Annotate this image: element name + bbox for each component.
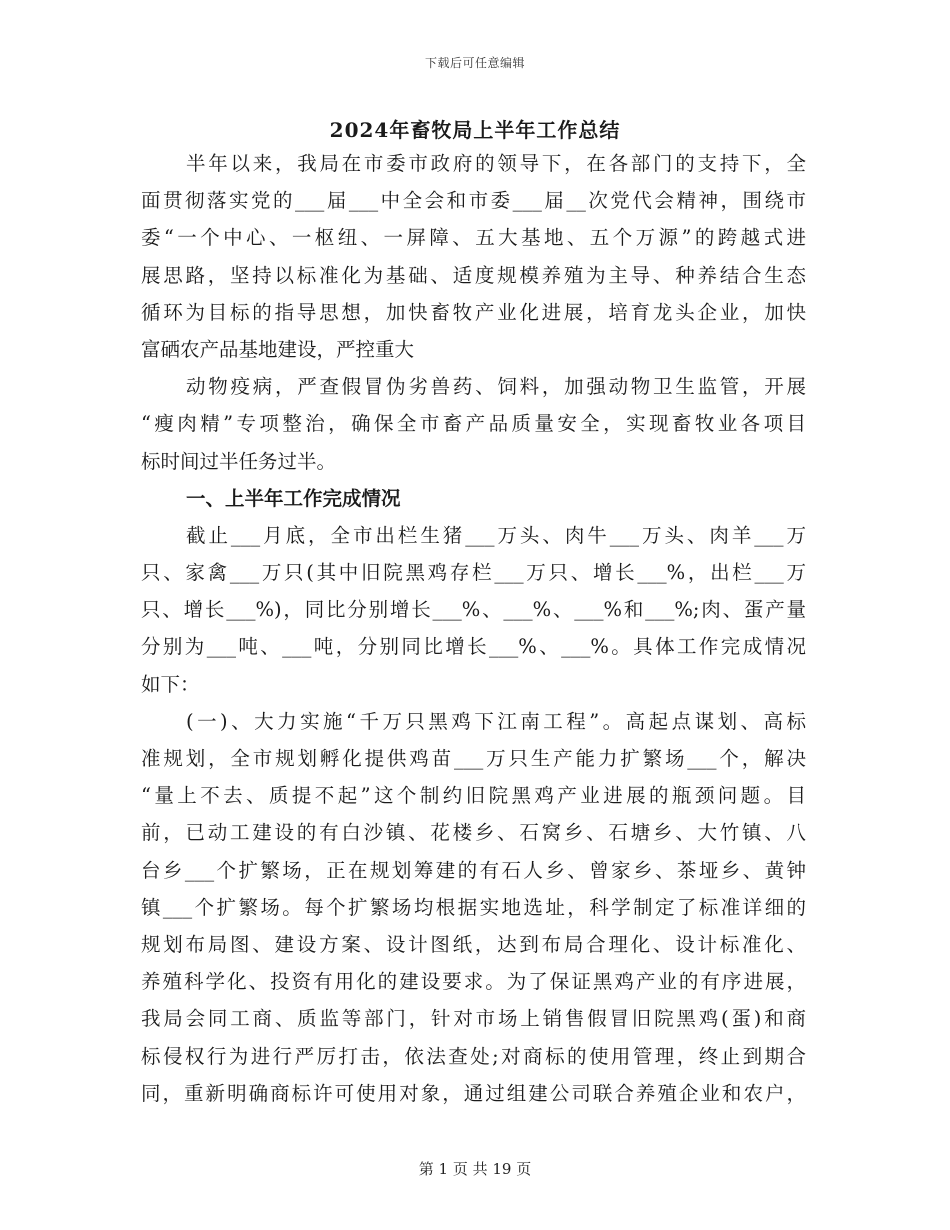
- text-line: 富硒农产品基地建设，严控重大: [141, 337, 415, 361]
- text-line: (一)、大力实施“千万只黑鸡下江南工程”。高起点谋划、高标: [186, 709, 806, 733]
- document-body: [141, 145, 806, 1112]
- text-line: 分别为___吨、___吨，分别同比增长___%、___%。具体工作完成情况: [141, 635, 806, 659]
- text-line: 循环为目标的指导思想，加快畜牧产业化进展，培育龙头企业，加快: [141, 300, 806, 324]
- text-line: 动物疫病，严查假冒伪劣兽药、饲料，加强动物卫生监管，开展: [186, 375, 806, 399]
- text-line: 养殖科学化、投资有用化的建设要求。为了保证黑鸡产业的有序进展，: [141, 970, 806, 994]
- text-line: 标侵权行为进行严厉打击，依法查处;对商标的使用管理，终止到期合: [141, 1044, 806, 1068]
- text-line: 委“一个中心、一枢纽、一屏障、五大基地、五个万源”的跨越式进: [141, 226, 806, 250]
- text-line: 截止___月底，全市出栏生猪___万头、肉牛___万头、肉羊___万: [186, 523, 806, 547]
- text-line: 前，已动工建设的有白沙镇、花楼乡、石窝乡、石塘乡、大竹镇、八: [141, 821, 806, 845]
- page-footer: 第 1 页 共 19 页: [418, 1160, 532, 1178]
- text-line: 只、增长___%)，同比分别增长___%、___%、___%和___%;肉、蛋产量: [141, 598, 806, 622]
- text-line: 规划布局图、建设方案、设计图纸，达到布局合理化、设计标准化、: [141, 932, 806, 956]
- text-line: 镇___个扩繁场。每个扩繁场均根据实地选址，科学制定了标准详细的: [141, 895, 806, 919]
- text-line: 标时间过半任务过半。: [141, 449, 337, 473]
- text-line: “瘦肉精”专项整治，确保全市畜产品质量安全，实现畜牧业各项目: [141, 412, 806, 436]
- document-title: 2024年畜牧局上半年工作总结: [329, 118, 621, 142]
- section-heading: 一、上半年工作完成情况: [186, 486, 401, 510]
- text-line: 同，重新明确商标许可使用对象，通过组建公司联合养殖企业和农户，: [141, 1081, 806, 1105]
- text-line: 展思路，坚持以标准化为基础、适度规模养殖为主导、种养结合生态: [141, 263, 806, 287]
- text-line: 如下：: [141, 672, 200, 696]
- text-line: 半年以来，我局在市委市政府的领导下，在各部门的支持下，全: [186, 152, 806, 175]
- page-header-note: 下载后可任意编辑: [424, 56, 525, 70]
- text-line: 面贯彻落实党的___届___中全会和市委___届__次党代会精神，围绕市: [141, 189, 806, 213]
- text-line: 准规划，全市规划孵化提供鸡苗___万只生产能力扩繁场___个，解决: [141, 747, 806, 770]
- text-line: 我局会同工商、质监等部门，针对市场上销售假冒旧院黑鸡(蛋)和商: [141, 1007, 806, 1031]
- text-line: 台乡___个扩繁场，正在规划筹建的有石人乡、曾家乡、茶垭乡、黄钟: [141, 858, 806, 882]
- text-line: “量上不去、质提不起”这个制约旧院黑鸡产业进展的瓶颈问题。目: [141, 784, 806, 808]
- text-line: 只、家禽___万只(其中旧院黑鸡存栏___万只、增长___%，出栏___万: [141, 561, 806, 585]
